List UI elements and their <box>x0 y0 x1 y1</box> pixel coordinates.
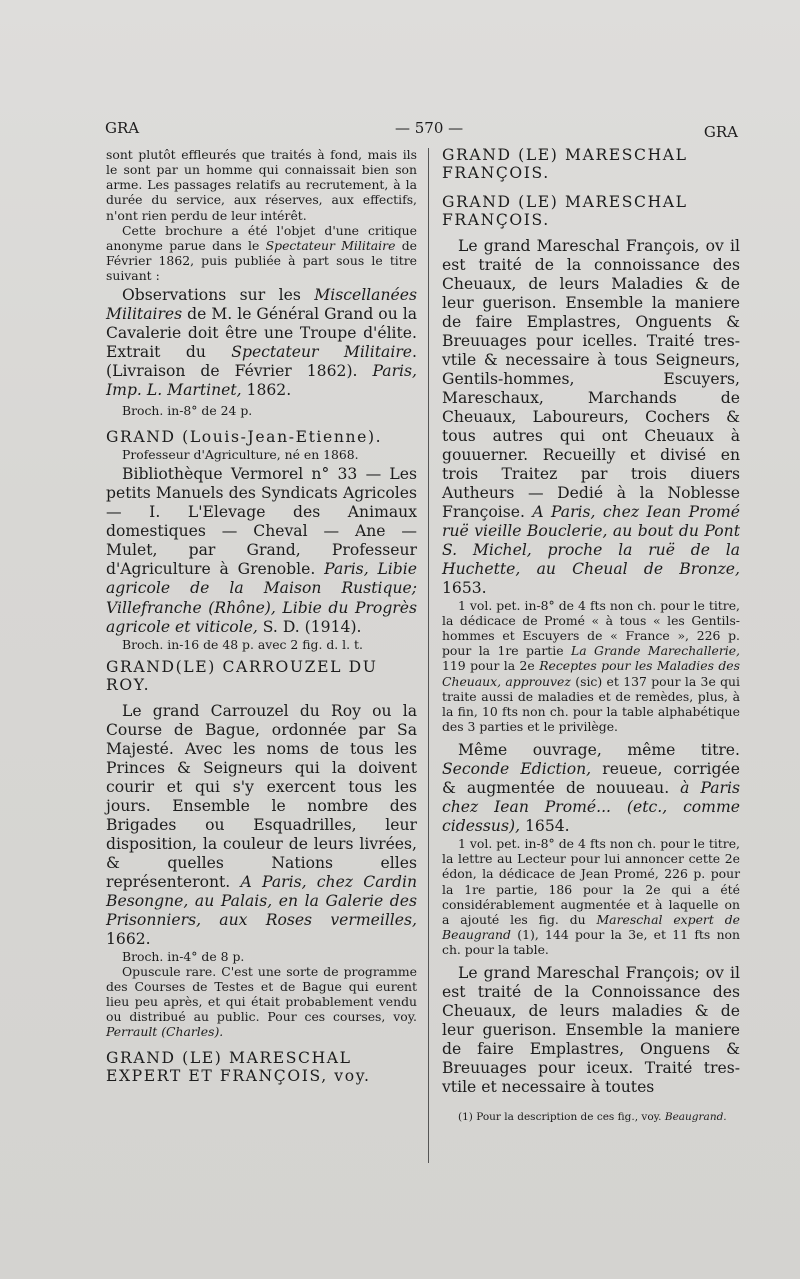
footnote: (1) Pour la description de ces fig., voy. Beaugrand. <box>458 1111 727 1124</box>
entry-subheading-grand-louis: Professeur d'Agriculture, né en 1868. <box>122 447 359 463</box>
vermorel-entry: Bibliothèque Vermorel n° 33 — Les petits Manuels des Syndicats Agricoles — I. L'Elevage des Animaux domestiques — Cheval — Ane — Mulet, par Grand, Professeur d'Agriculture à Grenoble. Paris, Libie agricole de la Maison Rustique; Villefranche (Rhône), Libie du Progrès agricole et viticole, S. D. (1914). <box>106 465 417 636</box>
broch-note-2: Broch. in-16 de 48 p. avec 2 fig. d. l. t. <box>122 636 363 652</box>
broch-note-3: Broch. in-4° de 8 p. <box>122 948 245 964</box>
carrouzel-entry: Le grand Carrouzel du Roy ou la Course de Bague, ordonnée par Sa Majesté. Avec les noms de tous les Princes & Seigneurs qui la doivent courir et qui s'y exercent tous les jours. Ensemble le nombre des Brigades ou Esquadrilles, leur disposition, la couleur de leurs livrées, & quelles Nations elles représenteront. A Paris, chez Cardin Besongne, au Palais, en la Galerie des Prisonniers, aux Roses vermeilles, 1662. <box>106 701 417 948</box>
mareschal-note-1: 1 vol. pet. in-8° de 4 fts non ch. pour le titre, la dédicace de Promé « à tous « les Gentils-hommes et Escuyers de « France », 226 p. pour la 1re partie La Grande Marechallerie, 119 pour la 2e Receptes pour les Maladies des Cheuaux, approuvez (sic) et 137 pour la 3e qui traite aussi de maladies et de remèdes, plus, à la fin, 10 fts non ch. pour la table alphabétique des 3 parties et le privilège. <box>442 597 740 734</box>
mareschal-entry-2: Même ouvrage, même titre. Seconde Ediction, reueue, corrigée & augmentée de nouueau. à Paris chez Iean Promé... (etc., comme cidessus), 1654. <box>442 741 740 836</box>
observations-entry: Observations sur les Miscellanées Militaires de M. le Général Grand ou la Cavalerie doit être une Troupe d'élite. Extrait du Spectateur Militaire. (Livraison de Février 1862). Paris, Imp. L. Martinet, 1862. <box>106 286 417 400</box>
left-paragraph-2: Cette brochure a été l'objet d'une critique anonyme parue dans le Spectateur Militaire de Février 1862, puis publiée à part sous le titre suivant : <box>106 222 417 283</box>
mareschal-entry-3: Le grand Mareschal François; ov il est traité de la Connoissance des Cheuaux, de leurs maladies & de leur guerison. Ensemble la maniere de faire Emplastres, Onguens & Breuuages pour iceux. Traité tres-vtile et necessaire à toutes <box>442 964 740 1097</box>
left-paragraph-1: sont plutôt effleurés que traités à fond, mais ils le sont par un homme qui connaissait bien son arme. Les passages relatifs au recrutement, à la durée du service, aux réserves, aux effectifs, n'ont rien perdu de leur intérêt. <box>106 147 417 223</box>
running-header <box>105 119 738 143</box>
right-column <box>442 147 740 1124</box>
entry-heading-carrouzel: GRAND(LE) CARROUZEL DU ROY. <box>106 657 378 694</box>
mareschal-note-2: 1 vol. pet. in-8° de 4 fts non ch. pour le titre, la lettre au Lecteur pour lui annoncer cette 2e édon, la dédicace de Jean Promé, 226 p. pour la 1re partie, 186 pour la 2e qui a été considérablement augmentée et à laquelle on a ajouté les fig. du Mareschal expert de Beaugrand (1), 144 pour la 3e, et 11 fts non ch. pour la table. <box>442 836 740 958</box>
broch-note-1: Broch. in-8° de 24 p. <box>122 403 253 419</box>
left-column <box>106 147 417 1086</box>
mareschal-entry-1: Le grand Mareschal François, ov il est traité de la connoissance des Cheuaux, de leurs Maladies & de leur guerison. Ensemble la maniere de faire Emplastres, Onguents & Breuuages pour icelles. Traité tres-vtile & necessaire à tous Seigneurs, Gentils-hommes, Escuyers, Mareschaux, Marchands de Cheuaux, Laboureurs, Cochers & tous autres qui ont Cheuaux à gouuerner. Recueilly et divisé en trois Traitez par trois diuers Autheurs — Dedié à la Noblesse Françoise. A Paris, chez Iean Promé ruë vieille Bouclerie, au bout du Pont S. Michel, proche la ruë de la Huchette, au Cheual de Bronze, 1653. <box>442 236 740 597</box>
header-right: GRA <box>703 123 738 141</box>
entry-heading-mareschal-expert: GRAND (LE) MARESCHAL EXPERT ET FRANÇOIS, voy. <box>106 1049 371 1086</box>
page-number: — 570 — <box>395 119 464 137</box>
opuscule-note: Opuscule rare. C'est une sorte de programme des Courses de Testes et de Bague qui eurent lieu peu après, et qui était probablement vendu ou distribué au public. Pour ces courses, voy. Perrault (Charles). <box>106 963 417 1040</box>
entry-heading-grand-louis: GRAND (Louis-Jean-Etienne). <box>106 428 383 447</box>
entry-heading-mareschal-2: GRAND (LE) MARESCHAL FRANÇOIS. <box>442 192 688 229</box>
column-divider <box>428 148 429 1163</box>
entry-heading-mareschal-1: GRAND (LE) MARESCHAL FRANÇOIS. <box>442 146 688 182</box>
header-left: GRA <box>105 119 140 137</box>
